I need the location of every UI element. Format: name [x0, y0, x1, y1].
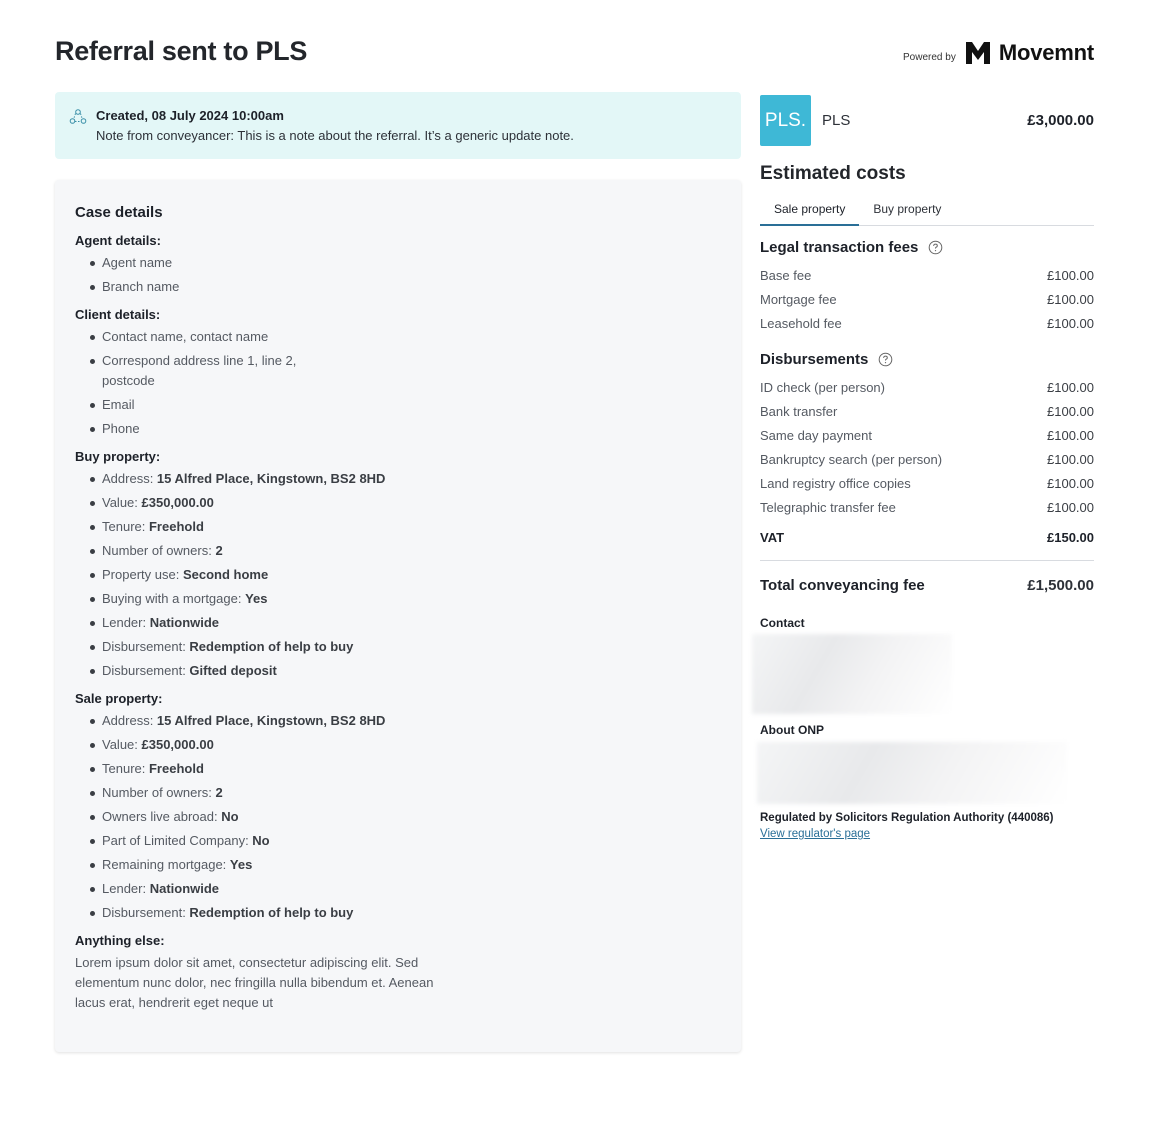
case-details-card [55, 180, 741, 1052]
list-item: Owners live abroad: No [75, 807, 721, 827]
list-item: Value: £350,000.00 [75, 493, 721, 513]
movemnt-logo-icon [966, 42, 990, 64]
list-item: Remaining mortgage: Yes [75, 855, 721, 875]
referral-note [55, 92, 741, 159]
list-item: Tenure: Freehold [75, 759, 721, 779]
list-item: Property use: Second home [75, 565, 721, 585]
list-item: Agent name [75, 253, 721, 273]
provider-name: PLS [822, 112, 851, 129]
client-details-list [75, 327, 721, 439]
agent-details-list [75, 253, 721, 297]
legal-fees-heading: Legal transaction fees [760, 239, 1094, 256]
page-title: Referral sent to PLS [55, 36, 308, 66]
powered-by-label: Powered by [903, 51, 956, 63]
case-details-title: Case details [75, 204, 163, 221]
about-info-blurred [757, 742, 1067, 804]
share-nodes-icon [69, 108, 87, 126]
about-heading: About ONP [760, 723, 824, 737]
contact-heading: Contact [760, 616, 805, 630]
estimate-panel [760, 95, 1094, 842]
list-item: Phone [75, 419, 721, 439]
list-item: Lender: Nationwide [75, 613, 721, 633]
help-icon[interactable] [928, 240, 943, 255]
legal-fees-list [760, 264, 1094, 336]
fee-row: Telegraphic transfer fee £100.00 [760, 500, 1094, 515]
property-tabs [760, 199, 1094, 226]
list-item: Address: 15 Alfred Place, Kingstown, BS2 8HD [75, 469, 721, 489]
list-item: Number of owners: 2 [75, 783, 721, 803]
note-created-date: Created, 08 July 2024 10:00am [96, 108, 284, 123]
list-item: Number of owners: 2 [75, 541, 721, 561]
provider-price: £3,000.00 [1027, 112, 1094, 129]
list-item: Branch name [75, 277, 721, 297]
fee-row: Bankruptcy search (per person) £100.00 [760, 452, 1094, 467]
list-item: Disbursement: Redemption of help to buy [75, 637, 721, 657]
tab-buy-property[interactable]: Buy property [873, 202, 942, 216]
list-item: Email [75, 395, 721, 415]
regulated-by-text: Regulated by Solicitors Regulation Authority (440086) [760, 812, 1054, 824]
view-regulator-link[interactable]: View regulator's page [760, 828, 871, 840]
help-icon[interactable] [878, 352, 893, 367]
list-item: Correspond address line 1, line 2, postcode [75, 351, 305, 391]
provider-row [760, 95, 1094, 147]
agent-details-heading: Agent details: [75, 233, 161, 248]
disbursements-list [760, 376, 1094, 520]
note-text: Note from conveyancer: This is a note about the referral. It’s a generic update note. [96, 128, 574, 143]
sale-property-heading: Sale property: [75, 691, 163, 706]
fee-row: Mortgage fee £100.00 [760, 292, 1094, 307]
fee-row: Base fee £100.00 [760, 268, 1094, 283]
list-item: Disbursement: Redemption of help to buy [75, 903, 721, 923]
anything-else-heading: Anything else: [75, 933, 165, 948]
fee-row: Land registry office copies £100.00 [760, 476, 1094, 491]
fee-row: ID check (per person) £100.00 [760, 380, 1094, 395]
disbursements-heading: Disbursements [760, 351, 1094, 368]
anything-else-text: Lorem ipsum dolor sit amet, consectetur adipiscing elit. Sed elementum nunc dolor, nec fringilla nulla bibendum et. Aenean lacus erat, hendrerit eget neque ut [75, 955, 434, 1010]
divider [760, 560, 1094, 561]
list-item: Lender: Nationwide [75, 879, 721, 899]
list-item: Buying with a mortgage: Yes [75, 589, 721, 609]
sale-property-list [75, 711, 721, 923]
client-details-heading: Client details: [75, 307, 161, 322]
total-fee-row: Total conveyancing fee £1,500.00 [760, 577, 1094, 594]
list-item: Part of Limited Company: No [75, 831, 721, 851]
list-item: Disbursement: Gifted deposit [75, 661, 721, 681]
tab-sale-property[interactable]: Sale property [760, 199, 859, 226]
fee-row: Bank transfer £100.00 [760, 404, 1094, 419]
brand-name: Movemnt [998, 40, 1094, 65]
provider-logo: PLS. [760, 95, 811, 146]
brand-logo [903, 40, 1094, 66]
list-item: Tenure: Freehold [75, 517, 721, 537]
estimated-costs-title: Estimated costs [760, 163, 906, 184]
vat-row: VAT £150.00 [760, 530, 1094, 545]
fee-row: Leasehold fee £100.00 [760, 316, 1094, 331]
buy-property-heading: Buy property: [75, 449, 161, 464]
contact-info-blurred [752, 634, 952, 714]
list-item: Value: £350,000.00 [75, 735, 721, 755]
list-item: Contact name, contact name [75, 327, 721, 347]
buy-property-list [75, 469, 721, 681]
list-item: Address: 15 Alfred Place, Kingstown, BS2 8HD [75, 711, 721, 731]
fee-row: Same day payment £100.00 [760, 428, 1094, 443]
